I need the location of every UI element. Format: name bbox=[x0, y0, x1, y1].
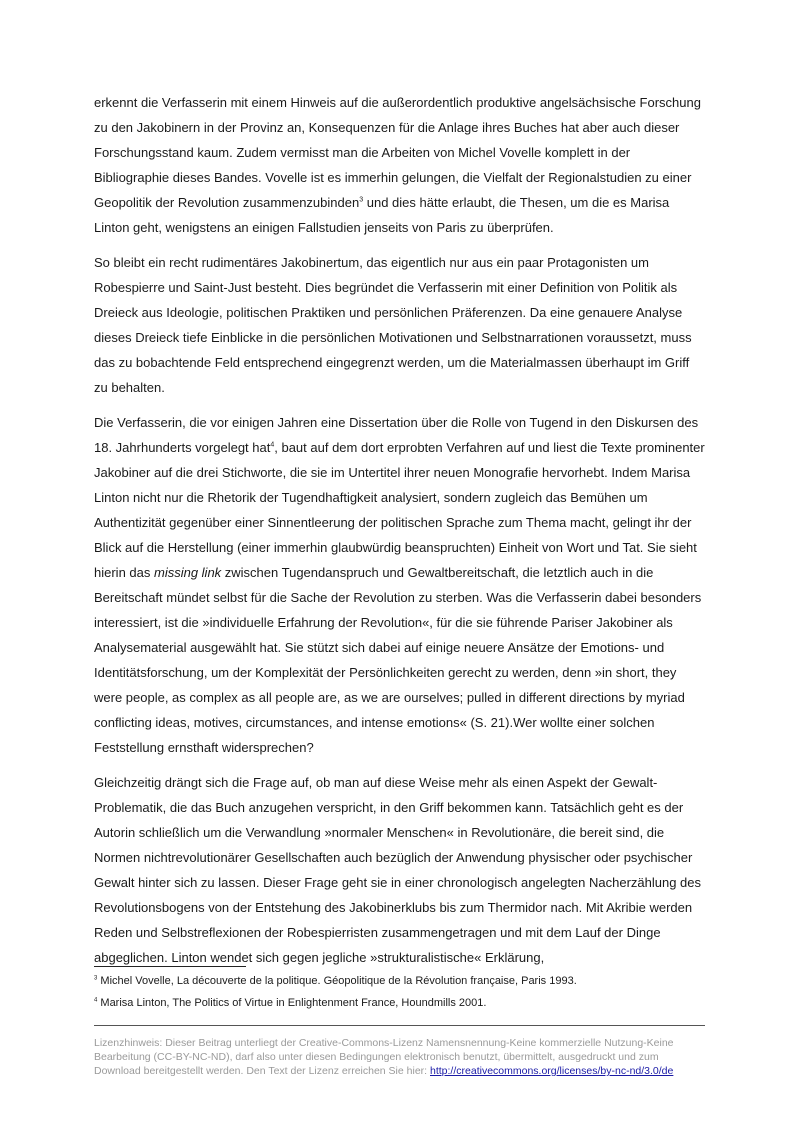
text-run: erkennt die Verfasserin mit einem Hinweis auf die außerordentlich produktive angelsächsische Forschung zu den Jakobinern in der Provinz an, Konsequenzen für die Anlage ihres Buches hat aber auch dieser Forschungsstand kaum. Zudem vermisst man die Arbeiten von Michel Vovelle komplett in der Bibliographie dieses Bandes. Vovelle ist es immerhin gelungen, die Vielfalt der Regionalstudien zu einer Geopolitik der Revolution zusammenzubinden bbox=[94, 95, 701, 210]
footnote-number: 3 bbox=[94, 975, 98, 982]
footnote-ref: 4 bbox=[270, 441, 275, 449]
footnote-ref: 3 bbox=[359, 196, 364, 204]
license-text: Lizenzhinweis: Dieser Beitrag unterliegt der Creative-Commons-Lizenz Namensnennung-Keine kommerzielle Nutzung-Keine Bearbeitung (CC-BY-NC-ND), darf also unter diesen Bedingungen elektronisch benutzt, übermittelt, ausgedruckt und zum Download bereitgestellt werden. Den Text der Lizenz erreichen Sie hier: bbox=[94, 1037, 674, 1077]
emphasis: missing link bbox=[153, 565, 222, 580]
text-run: , baut auf dem dort erprobten Verfahren auf und liest die Texte prominenter Jakobiner auf die drei Stichworte, die sie im Untertitel ihrer neuen Monografie hervorhebt. Indem Marisa Linton nicht nur die Rhetorik der Tugendhaftigkeit analysiert, sondern zugleich das Bemühen um Authentizität gegenüber einer Sinnentleerung der politischen Sprache zum Thema macht, gelingt ihr der Blick auf die Herstellung (einer immerhin glaubwürdig beanspruchten) Einheit von Wort und Tat. Sie sieht hierin das bbox=[94, 440, 705, 580]
footnote bbox=[94, 970, 706, 992]
text-run: zwischen Tugendanspruch und Gewaltbereitschaft, die letztlich auch in die Bereitschaft mündet selbst für die Sache der Revolution zu sterben. Was die Verfasserin dabei besonders interessiert, ist die »individuelle Erfahrung der Revolution«, für die sie führende Pariser Jakobiner als Analysematerial ausgewählt hat. Sie stützt sich dabei auf einige neuere Ansätze der Emotions- und Identitätsforschung, um der Komplexität der Persönlichkeiten gerecht zu werden, denn »in short, they were people, as complex as all people are, as we are ourselves; pulled in different directions by myriad conflicting ideas, motives, circumstances, and intense emotions« (S. 21).Wer wollte einer solchen Feststellung ernsthaft widersprechen? bbox=[94, 565, 702, 755]
footnote-text: Marisa Linton, The Politics of Virtue in Enlightenment France, Houndmills 2001. bbox=[97, 997, 487, 1009]
footnote bbox=[94, 992, 706, 1014]
text-run: Gleichzeitig drängt sich die Frage auf, ob man auf diese Weise mehr als einen Aspekt der Gewalt-Problematik, die das Buch anzugehen verspricht, in den Griff bekommen kann. Tatsächlich geht es der Autorin schließlich um die Verwandlung »normaler Menschen« in Revolutionäre, die bereit sind, die Normen nichtrevolutionärer Gesellschaften auch bezüglich der Anwendung physischer oder psychischer Gewalt hinter sich zu lassen. Dieser Frage geht sie in einer chronologisch angelegten Nacherzählung des Revolutionsbogens von der Entstehung des Jakobinerklubs bis zum Thermidor nach. Mit Akribie werden Reden und Selbstreflexionen der Robespierristen zusammengetragen und mit dem Lauf der Dinge abgeglichen. Linton wendet sich gegen jegliche »strukturalistische« Erklärung, bbox=[94, 775, 702, 965]
text-run: und dies hätte erlaubt, die Thesen, um die es Marisa Linton geht, wenigstens an einigen Fallstudien jenseits von Paris zu überprüfen. bbox=[94, 195, 670, 235]
main-text bbox=[94, 90, 706, 980]
paragraph bbox=[94, 250, 706, 400]
text-run: Die Verfasserin, die vor einigen Jahren eine Dissertation über die Rolle von Tugend in den Diskursen des 18. Jahrhunderts vorgelegt hat bbox=[94, 415, 699, 455]
footnotes bbox=[94, 970, 706, 1014]
footnote-divider bbox=[94, 966, 246, 967]
license-link[interactable]: http://creativecommons.org/licenses/by-nc-nd/3.0/de bbox=[430, 1065, 674, 1077]
footnote-text: Michel Vovelle, La découverte de la politique. Géopolitique de la Révolution française, Paris 1993. bbox=[97, 975, 577, 987]
license-notice bbox=[94, 1036, 706, 1078]
paragraph bbox=[94, 770, 706, 970]
paragraph bbox=[94, 410, 706, 760]
text-run: So bleibt ein recht rudimentäres Jakobinertum, das eigentlich nur aus ein paar Protagonisten um Robespierre und Saint-Just besteht. Dies begründet die Verfasserin mit einer Definition von Politik als Dreieck aus Ideologie, politischen Praktiken und persönlichen Präferenzen. Da eine genauere Analyse dieses Dreieck tiefe Einblicke in die persönlichen Motivationen und Selbstnarrationen voraussetzt, muss das zu bobachtende Feld entsprechend eingegrenzt werden, um die Materialmassen überhaupt im Griff zu behalten. bbox=[94, 255, 692, 395]
footnote-number: 4 bbox=[94, 997, 98, 1004]
license-divider bbox=[94, 1025, 705, 1026]
paragraph bbox=[94, 90, 706, 240]
